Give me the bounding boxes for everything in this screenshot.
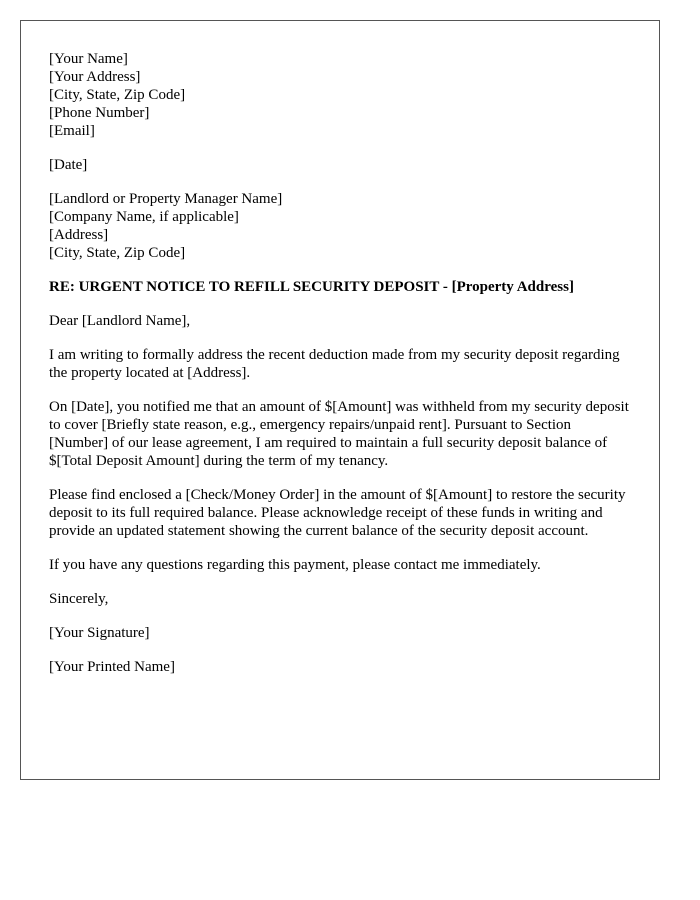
- recipient-company: [Company Name, if applicable]: [49, 209, 239, 225]
- letter-date: [Date]: [49, 157, 88, 173]
- body-paragraph-3: Please find enclosed a [Check/Money Order] in the amount of $[Amount] to restore the security deposit to its full required balance. Please acknowledge receipt of these funds in writing and provide an updated statement showing the current balance of the security deposit account.: [49, 487, 626, 539]
- sender-address: [Your Address]: [49, 69, 141, 85]
- body-paragraph-2: On [Date], you notified me that an amount of $[Amount] was withheld from my security deposit to cover [Briefly state reason, e.g., emergency repairs/unpaid rent]. Pursuant to Section [Number] of our lease agreement, I am required to maintain a full security deposit balance of $[Total Deposit Amount] during the term of my tenancy.: [49, 399, 629, 469]
- recipient-block: [49, 190, 631, 262]
- recipient-name: [Landlord or Property Manager Name]: [49, 191, 283, 207]
- sender-city-state-zip: [City, State, Zip Code]: [49, 87, 186, 103]
- signature-placeholder: [Your Signature]: [49, 625, 150, 641]
- salutation: Dear [Landlord Name],: [49, 313, 191, 329]
- subject-line: RE: URGENT NOTICE TO REFILL SECURITY DEPOSIT - [Property Address]: [49, 279, 574, 295]
- printed-name: [Your Printed Name]: [49, 659, 175, 675]
- closing: Sincerely,: [49, 591, 109, 607]
- sender-email: [Email]: [49, 123, 95, 139]
- recipient-city-state-zip: [City, State, Zip Code]: [49, 245, 186, 261]
- sender-name: [Your Name]: [49, 51, 128, 67]
- sender-phone: [Phone Number]: [49, 105, 150, 121]
- body-paragraph-1: I am writing to formally address the recent deduction made from my security deposit regarding the property located at [Address].: [49, 347, 620, 381]
- date-block: [49, 156, 631, 174]
- sender-block: [49, 50, 631, 140]
- recipient-address: [Address]: [49, 227, 109, 243]
- letter-frame: [20, 20, 660, 780]
- body-paragraph-4: If you have any questions regarding this payment, please contact me immediately.: [49, 557, 541, 573]
